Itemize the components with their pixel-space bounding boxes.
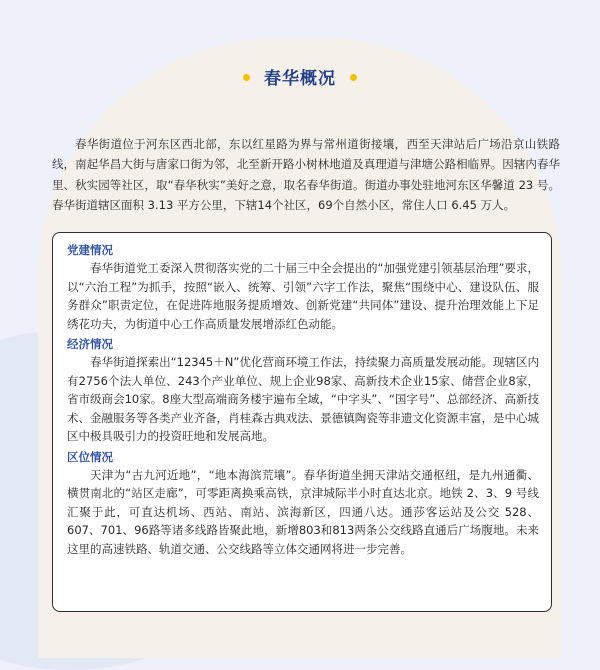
right-dot-icon [350,74,357,81]
section-body: 春华街道党工委深入贯彻落实党的二十届三中全会提出的“加强党建引领基层治理”要求，以“六治工程”为抓手，按照“嵌入、统筹、引领”六字工作法，聚焦“围绕中心、建设队伍、服务群众”职责定位，在促进阵地服务提质增效、创新党建“共同体”建设、提升治理效能上下足绣花功夫，为街道中心工作高质量发展增添红色动能。 [67,261,539,331]
section-body: 春华街道探索出“12345＋N”优化营商环境工作法，持续聚力高质量发展动能。现辖区内有2756个法人单位、243个产业单位、规上企业98家、高新技术企业15家、储营企业8家，省市级商会10家。8座大型高端商务楼宇遍布全域，“中字头”、“国字号”、总部经济、高新技术、金融服务等各类产业齐备，肖桂森古典戏法、景德镇陶瓷等非遗文化资源丰富，是中心城区中极具吸引力的投资旺地和发展高地。 [67,355,539,443]
section-party-building [67,242,539,333]
section-title: 区位情况 [67,449,113,464]
left-dot-icon [243,74,250,81]
section-location [67,449,539,559]
page-header [0,64,600,89]
section-economy [67,336,539,446]
section-body: 天津为“古九河近地”，“地本海滨荒壤”。春华街道坐拥天津站交通枢纽，是九州通衢、横贯南北的“站区走廊”，可零距离换乘高铁，京津城际半小时直达北京。地铁 2、3、9 号线汇聚于此，可直达机场、西站、南站、滨海新区，四通八达。通莎客运站及公交 528、607、701、96路等诸多线路皆聚此地，新增803和813两条公交线路直通后广场腹地。未来这里的高速铁路、轨道交通、公交线路等立体交通网将进一步完善。 [67,467,539,556]
section-title: 党建情况 [67,243,113,257]
intro-paragraph: 春华街道位于河东区西北部，东以红星路为界与常州道街接壤，西至天津站后广场沿京山铁路线，南起华昌大街与唐家口街为邻，北至新开路小树林地道及真理道与津塘公路相临界。因辖内春华里、秋实园等社区，取“春华秋实”美好之意，取名春华街道。街道办事处驻地河东区华馨道 23 号。春华街道辖区面积 3.13 平方公里，下辖14个社区，69个自然小区，常住人口 6.45 万人。 [52,136,560,212]
info-card [52,232,552,612]
section-title: 经济情况 [67,337,113,351]
page-title: 春华概况 [264,69,336,89]
